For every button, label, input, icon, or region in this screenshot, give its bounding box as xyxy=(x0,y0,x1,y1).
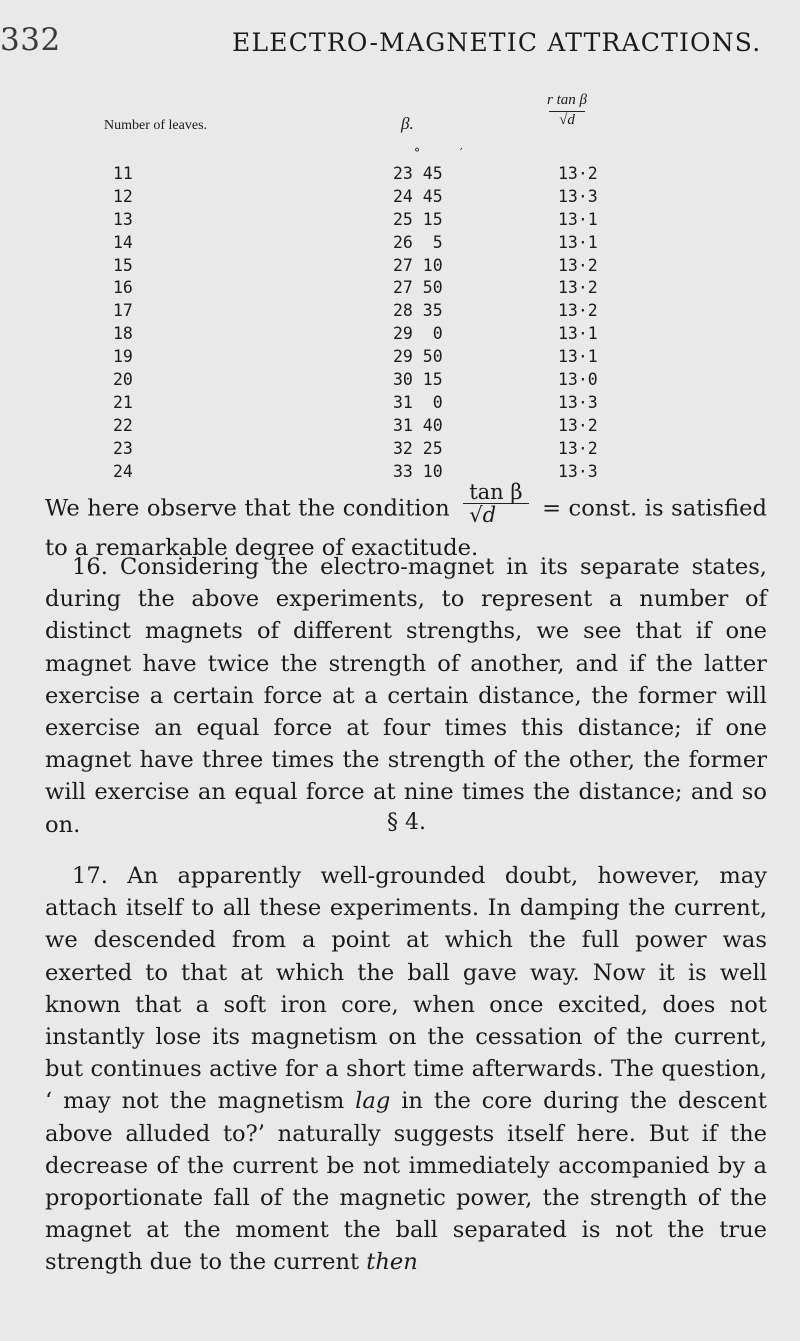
leaves-cell: 16 xyxy=(113,278,133,298)
condition-line xyxy=(45,480,767,532)
leaves-cell: 12 xyxy=(113,186,133,206)
ratio-cell: 13·1 xyxy=(558,324,598,344)
table-row xyxy=(0,439,800,462)
leaves-cell: 13 xyxy=(113,209,133,229)
ratio-cell: 13·2 xyxy=(558,278,598,298)
table-row xyxy=(0,256,800,279)
table-row xyxy=(0,278,800,301)
table-row xyxy=(0,370,800,393)
leaves-cell: 18 xyxy=(113,324,133,344)
leaves-cell: 15 xyxy=(113,255,133,275)
para17-lag: lag xyxy=(355,1088,391,1115)
beta-cell: 26 5 xyxy=(393,232,443,252)
condition-fraction xyxy=(463,481,528,526)
table-row xyxy=(0,301,800,324)
beta-cell: 31 40 xyxy=(393,415,443,435)
degree-minute-marks: ° ′ xyxy=(414,146,481,160)
fraction-numerator: tan β xyxy=(469,480,523,504)
ratio-cell: 13·3 xyxy=(558,461,598,481)
beta-cell: 28 35 xyxy=(393,301,443,321)
beta-cell: 29 0 xyxy=(393,324,443,344)
table-row xyxy=(0,462,800,485)
beta-cell: 23 45 xyxy=(393,164,443,183)
beta-cell: 30 15 xyxy=(393,370,443,390)
ratio-cell: 13·1 xyxy=(558,347,598,367)
page-number: 332 xyxy=(0,22,61,58)
paragraph-16: 16. Considering the electro-magnet in its separate states, during the above experiments, to represent a number of distinct magnets of different strengths, we see that if one magnet have twice the strength of another, and if the latter exercise a certain force at a certain distance, the former will exercise an equal force at four times this distance; if one magnet have three times the strength of the other, the former will exercise an equal force at nine times the distance; and so on. xyxy=(45,554,767,838)
para17-part2: in the core during the descent above alluded to?’ naturally suggests itself here. But if the decrease of the current be not immediately accompanied by a proportionate fall of the magnetic power, the strength of the magnet at the moment the ball separated is not the true strength due to the current xyxy=(45,1088,767,1276)
running-head: ELECTRO-MAGNETIC ATTRACTIONS. xyxy=(232,28,762,57)
ratio-cell: 13·3 xyxy=(558,392,598,412)
ratio-cell: 13·3 xyxy=(558,186,598,206)
beta-cell: 24 45 xyxy=(393,186,443,206)
table-header-beta: β. xyxy=(401,114,414,133)
paragraph-17 xyxy=(45,860,767,1279)
ratio-cell: 13·1 xyxy=(558,232,598,252)
leaves-cell: 21 xyxy=(113,392,133,412)
table-row xyxy=(0,324,800,347)
ratio-cell: 13·2 xyxy=(558,438,598,458)
beta-cell: 27 10 xyxy=(393,255,443,275)
ratio-cell: 13·1 xyxy=(558,209,598,229)
table-row xyxy=(0,416,800,439)
ratio-cell: 13·2 xyxy=(558,415,598,435)
ratio-cell: 13·2 xyxy=(558,164,598,183)
beta-cell: 33 10 xyxy=(393,461,443,481)
leaves-cell: 22 xyxy=(113,415,133,435)
data-table xyxy=(0,164,800,484)
para17-part1: 17. An apparently well-grounded doubt, however, may attach itself to all these experiments. In damping the current, we descended from a point at which the full power was exerted to that at which the ball gave way. Now it is well known that a soft iron core, when once excited, does not instantly lose its magnetism on the cessation of the current, but continues active for a short time afterwards. The question, ‘ may not the magnetism xyxy=(45,863,767,1115)
beta-cell: 27 50 xyxy=(393,278,443,298)
table-row xyxy=(0,210,800,233)
leaves-cell: 23 xyxy=(113,438,133,458)
leaves-cell: 20 xyxy=(113,370,133,390)
leaves-cell: 19 xyxy=(113,347,133,367)
ratio-cell: 13·2 xyxy=(558,301,598,321)
leaves-cell: 24 xyxy=(113,461,133,481)
section-heading: § 4. xyxy=(387,810,426,835)
ratio-denominator: √d xyxy=(549,111,585,129)
fraction-denominator: √d xyxy=(463,503,528,526)
table-row xyxy=(0,187,800,210)
table-header-ratio xyxy=(497,92,637,129)
leaves-cell: 11 xyxy=(113,164,133,183)
beta-cell: 29 50 xyxy=(393,347,443,367)
table-row xyxy=(0,233,800,256)
condition-before: We here observe that the condition xyxy=(45,495,450,522)
table-row xyxy=(0,347,800,370)
leaves-cell: 17 xyxy=(113,301,133,321)
condition-rest: to a remarkable degree of exactitude. xyxy=(45,535,479,561)
beta-cell: 32 25 xyxy=(393,438,443,458)
leaves-cell: 14 xyxy=(113,232,133,252)
ratio-cell: 13·2 xyxy=(558,255,598,275)
para17-then: then xyxy=(366,1249,418,1276)
table-header-leaves: Number of leaves. xyxy=(104,118,208,133)
ratio-cell: 13·0 xyxy=(558,370,598,390)
ratio-numerator: r tan β xyxy=(547,92,587,108)
beta-cell: 31 0 xyxy=(393,392,443,412)
table-row xyxy=(0,164,800,187)
table-row xyxy=(0,393,800,416)
condition-after: = const. is satisfied xyxy=(542,495,767,522)
beta-cell: 25 15 xyxy=(393,209,443,229)
